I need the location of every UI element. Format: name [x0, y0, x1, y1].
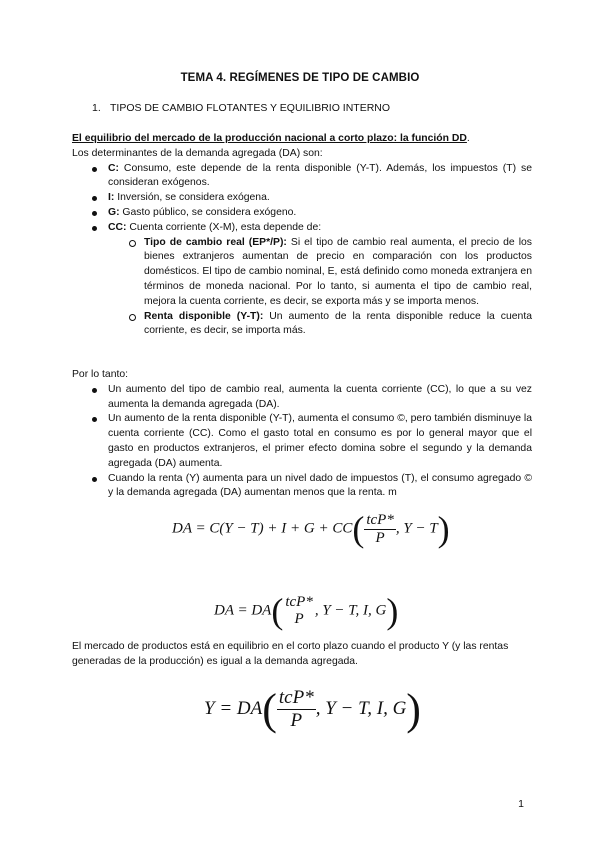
section-number: 1. [92, 102, 101, 114]
list-item: I: Inversión, se considera exógena. [72, 191, 532, 206]
equilibrium-paragraph: El mercado de productos está en equilibrio en el corto plazo cuando el producto Y (y las rentas generadas de la producción) es igual a la demanda agregada. [72, 641, 509, 667]
intro-paragraph: Los determinantes de la demanda agregada (DA) son: [72, 147, 323, 159]
equation-2: DA = DA( tcP* P , Y − T, I, G) [214, 591, 399, 631]
page-number: 1 [518, 798, 524, 810]
list-item: Un aumento de la renta disponible (Y-T), aumenta el consumo ©, pero también disminuye la cuenta corriente (CC). Como el gasto total en consumo es por lo general mayor que el gasto en productos extranjeros, el primer efecto domina sobre el segundo y la demanda agregada (DA) aumenta. [72, 412, 532, 471]
list-item: C: Consumo, este depende de la renta disponible (Y-T). Además, los impuestos (T) se consideran exógenos. [72, 162, 532, 192]
determinants-list [72, 162, 532, 340]
section-text: TIPOS DE CAMBIO FLOTANTES Y EQUILIBRIO INTERNO [110, 102, 391, 114]
equation-3: Y = DA( $\frac{\text{tcP*}}{P}$ , Y − T, I, G) [204, 685, 421, 734]
page-title: TEMA 4. REGÍMENES DE TIPO DE CAMBIO [180, 72, 420, 84]
conclusions-block [72, 368, 532, 501]
equation-1: DA = C(Y − T) + I + G + CC( $\frac{\text{tcP*}}{P}$ , Y − T) [172, 509, 450, 549]
list-item: Un aumento del tipo de cambio real, aumenta la cuenta corriente (CC), lo que a su vez aumenta la demanda agregada (DA). [72, 383, 532, 413]
subsection-heading: El equilibrio del mercado de la producción nacional a corto plazo: la función DD [72, 133, 467, 144]
heading-period: . [466, 133, 470, 144]
list-item: Cuando la renta (Y) aumenta para un nivel dado de impuestos (T), el consumo agregado © y la demanda agregada (DA) aumentan menos que la renta. m [72, 472, 532, 502]
sub-list-item: Tipo de cambio real (EP*/P): Si el tipo de cambio real aumenta, el precio de los bienes extranjeros aumentan de precio en comparación con los productos domésticos. El tipo de cambio nominal, E, está definido como moneda extranjera en términos de moneda nacional. Por lo tanto, si aumenta el tipo de cambio real, mejora la cuenta corriente, es decir, se exporta más y se importa menos. [72, 236, 532, 310]
main-text-block [72, 132, 532, 339]
section-heading [92, 102, 390, 114]
list-item: CC: Cuenta corriente (X-M), esta depende de: [72, 221, 532, 236]
list-item: G: Gasto público, se considera exógeno. [72, 206, 532, 221]
conclusions-list [72, 383, 532, 501]
por-lo-tanto-label: Por lo tanto: [72, 369, 129, 380]
sub-list-item: Renta disponible (Y-T): Un aumento de la renta disponible reduce la cuenta corriente, es decir, se importa más. [72, 310, 532, 340]
